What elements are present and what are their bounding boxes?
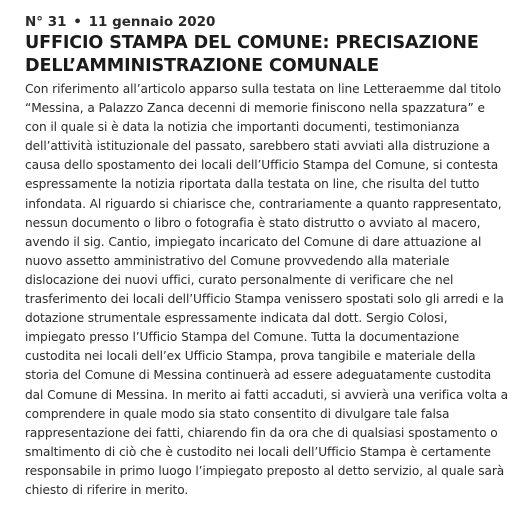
release-title: UFFICIO STAMPA DEL COMUNE: PRECISAZIONE DELL’AMMINISTRAZIONE COMUNALE — [25, 33, 479, 76]
press-release — [25, 13, 509, 500]
release-number: N° 31 — [25, 14, 67, 30]
release-date: 11 gennaio 2020 — [88, 14, 216, 30]
release-body: Con riferimento all’articolo apparso sulla testata on line Letteraemme dal titolo “Messina, a Palazzo Zanca decenni di memorie finiscono nella spazzatura” e con il quale si è data la notizia che importanti documenti, testimonianza dell’attività istituzionale del passato, sarebbero stati avviati alla distruzione a causa dello spostamento dei locali dell’Ufficio Stampa del Comune, si contesta espressamente la notizia riportata dalla testata on line, che risulta del tutto infondata. Al riguardo si chiarisce che, contrariamente a quanto rappresentato, nessun documento o libro o fotografia è stato distrutto o avviato al macero, avendo il sig. Cantio, impiegato incaricato del Comune di dare attuazione al nuovo assetto amministrativo del Comune provvedendo alla materiale dislocazione dei nuovi uffici, curato personalmente di verificare che nel trasferimento dei locali dell’Ufficio Stampa venissero spostati solo gli arredi e la dotazione strumentale espressamente indicata dal dott. Sergio Colosi, impiegato presso l’Ufficio Stampa del Comune. Tutta la documentazione custodita nei locali dell’ex Ufficio Stampa, prova tangibile e materiale della storia del Comune di Messina continuerà ad essere adeguatamente custodita dal Comune di Messina. In merito ai fatti accaduti, si avvierà una verifica volta a comprendere in quale modo sia stato consentito di divulgare tale falsa rappresentazione dei fatti, chiarendo fin da ora che di qualsiasi spostamento o smaltimento di ciò che è custodito nei locali dell’Ufficio Stampa è certamente responsabile in primo luogo l’impiegato preposto al detto servizio, al quale sarà chiesto di riferire in merito. — [25, 82, 508, 497]
meta-separator: • — [73, 14, 82, 30]
release-meta — [25, 13, 509, 31]
